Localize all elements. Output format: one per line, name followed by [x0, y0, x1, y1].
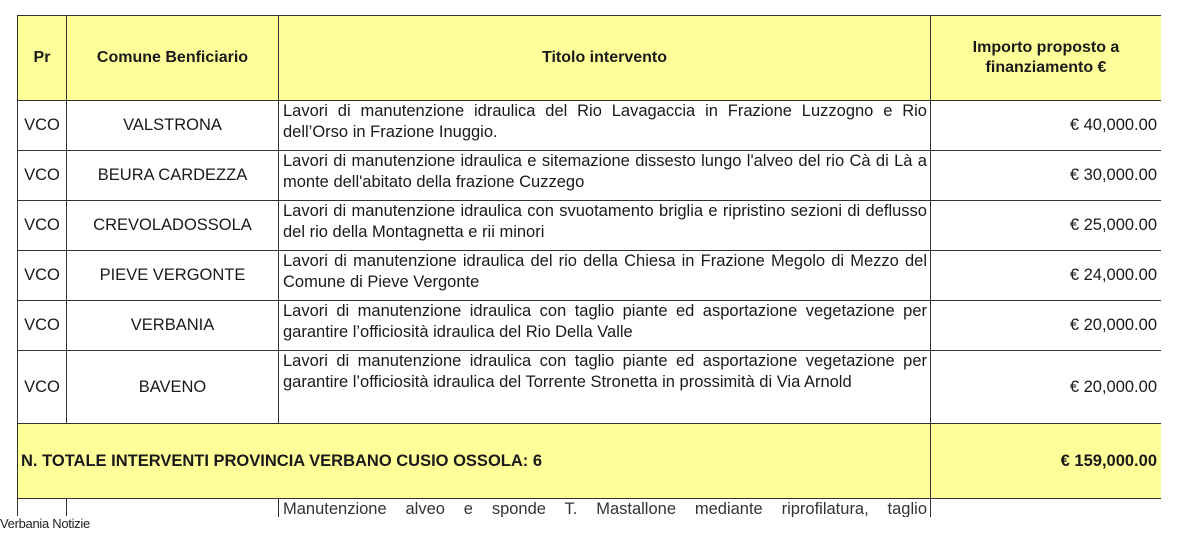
cell-titolo: Lavori di manutenzione idraulica e sitemazione dissesto lungo l'alveo del rio Cà di Là a monte dell'abitato della frazione Cuzzego: [279, 151, 931, 201]
table-row: [18, 351, 1162, 424]
cell-importo: € 24,000.00: [931, 251, 1162, 301]
header-pr: Pr: [18, 16, 67, 101]
watermark-text: Verbania Notizie: [0, 516, 94, 532]
cell-importo: € 20,000.00: [931, 301, 1162, 351]
cell-pr: VCO: [18, 351, 67, 424]
table-row: [18, 151, 1162, 201]
total-row: [18, 424, 1162, 499]
cell-pr: [18, 499, 67, 518]
cell-titolo: Lavori di manutenzione idraulica del rio della Chiesa in Frazione Megolo di Mezzo del Comune di Pieve Vergonte: [279, 251, 931, 301]
table-row: [18, 251, 1162, 301]
cell-titolo: Lavori di manutenzione idraulica con svuotamento briglia e ripristino sezioni di deflusso del rio della Montagnetta e rii minori: [279, 201, 931, 251]
cell-comune: VALSTRONA: [67, 101, 279, 151]
spreadsheet-table-container: [17, 15, 1161, 517]
cell-importo: € 30,000.00: [931, 151, 1162, 201]
cell-comune: BEURA CARDEZZA: [67, 151, 279, 201]
cell-pr: VCO: [18, 251, 67, 301]
cell-titolo: Lavori di manutenzione idraulica del Rio Lavagaccia in Frazione Luzzogno e Rio dell’Orso in Frazione Inuggio.: [279, 101, 931, 151]
cell-comune: PIEVE VERGONTE: [67, 251, 279, 301]
table-header-row: [18, 16, 1162, 101]
header-comune: Comune Benficiario: [67, 16, 279, 101]
header-importo: Importo proposto a finanziamento €: [931, 16, 1162, 101]
cell-comune: [67, 499, 279, 518]
total-amount: € 159,000.00: [931, 424, 1162, 499]
cell-pr: VCO: [18, 151, 67, 201]
header-titolo: Titolo intervento: [279, 16, 931, 101]
cell-pr: VCO: [18, 201, 67, 251]
cell-titolo: Lavori di manutenzione idraulica con taglio piante ed asportazione vegetazione per garantire l’officiosità idraulica del Rio Della Valle: [279, 301, 931, 351]
cell-pr: VCO: [18, 301, 67, 351]
cell-importo: € 20,000.00: [931, 351, 1162, 424]
table-row: [18, 301, 1162, 351]
cell-importo: € 40,000.00: [931, 101, 1162, 151]
bottom-mask: [0, 517, 1178, 533]
cell-importo: € 25,000.00: [931, 201, 1162, 251]
table-row: [18, 101, 1162, 151]
cell-titolo: Manutenzione alveo e sponde T. Mastallone mediante riprofilatura, taglio: [279, 499, 931, 518]
table-row-partial: [18, 499, 1162, 518]
cell-pr: VCO: [18, 101, 67, 151]
cell-comune: VERBANIA: [67, 301, 279, 351]
cell-comune: CREVOLADOSSOLA: [67, 201, 279, 251]
table-row: [18, 201, 1162, 251]
cell-comune: BAVENO: [67, 351, 279, 424]
interventions-table: [17, 15, 1161, 517]
total-label: N. TOTALE INTERVENTI PROVINCIA VERBANO CUSIO OSSOLA: 6: [18, 424, 931, 499]
cell-titolo: Lavori di manutenzione idraulica con taglio piante ed asportazione vegetazione per garantire l’officiosità idraulica del Torrente Stronetta in prossimità di Via Arnold: [279, 351, 931, 424]
cell-importo: [931, 499, 1162, 518]
